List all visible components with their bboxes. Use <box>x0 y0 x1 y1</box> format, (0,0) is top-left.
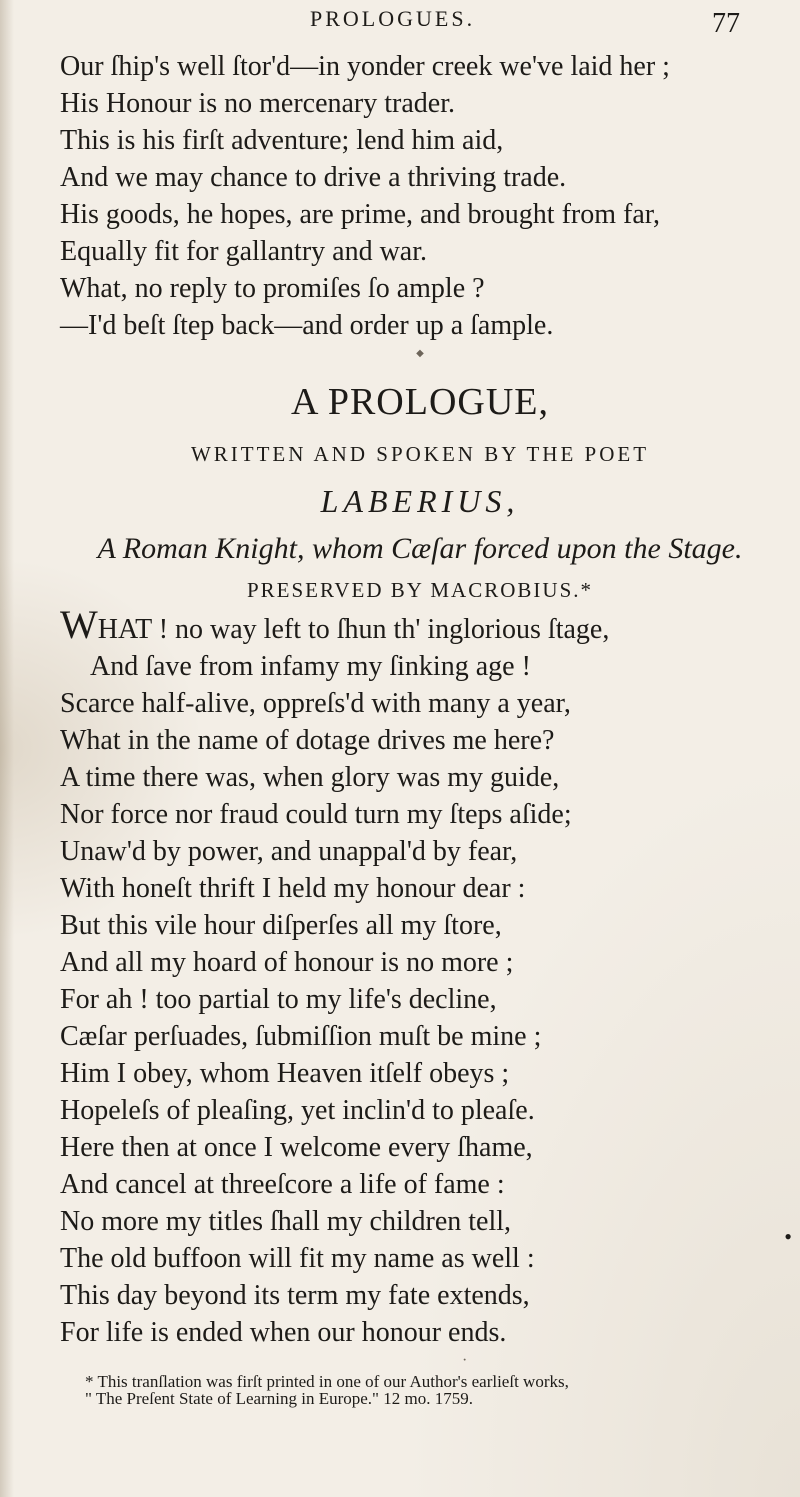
verse-line: No more my titles ſhall my children tell, <box>60 1206 512 1237</box>
verse-line: Scarce half-alive, oppreſs'd with many a year, <box>60 688 571 719</box>
laberius-poem <box>60 602 780 1351</box>
verse-line: Him I obey, whom Heaven itſelf obeys ; <box>60 1058 510 1089</box>
author-name: LABERIUS, <box>320 483 520 519</box>
verse-line: But this vile hour diſperſes all my ſtore, <box>60 910 502 941</box>
footnote-line: * This tranſlation was firſt printed in one of our Author's earlieſt works, <box>85 1372 569 1391</box>
verse-line: And all my hoard of honour is no more ; <box>60 947 514 978</box>
verse-line: Unaw'd by power, and unappal'd by fear, <box>60 836 518 867</box>
verse-line: His Honour is no mercenary trader. <box>60 88 455 119</box>
binding-shadow <box>0 0 14 1497</box>
verse-line: This is his firſt adventure; lend him aid, <box>60 125 504 156</box>
page-speck: · <box>462 1352 468 1369</box>
verse-line: What in the name of dotage drives me here? <box>60 725 555 756</box>
prologue-ending <box>60 48 780 344</box>
verse-line: A time there was, when glory was my guide, <box>60 762 560 793</box>
prologue-subtitle: WRITTEN AND SPOKEN BY THE POET <box>190 442 650 466</box>
verse-line: —I'd beſt ſtep back—and order up a ſample. <box>60 310 554 341</box>
verse-line: With honeſt thrift I held my honour dear : <box>60 873 526 904</box>
verse-line: Here then at once I welcome every ſhame, <box>60 1132 533 1163</box>
verse-line: Nor force nor fraud could turn my ſteps aſide; <box>60 799 572 830</box>
verse-line <box>60 602 780 648</box>
verse-line: The old buffoon will fit my name as well : <box>60 1243 535 1274</box>
verse-line: For ah ! too partial to my life's decline, <box>60 984 497 1015</box>
prologue-title: A PROLOGUE, <box>290 381 550 423</box>
page-header <box>60 0 780 48</box>
author-description: A Roman Knight, whom Cæſar forced upon the Stage. <box>97 532 743 565</box>
verse-line: And we may chance to drive a thriving trade. <box>60 162 567 193</box>
verse-line: Our ſhip's well ſtor'd—in yonder creek we've laid her ; <box>60 51 670 82</box>
page-number: 77 <box>712 8 740 39</box>
preserved-by: PRESERVED BY MACROBIUS.* <box>246 578 593 602</box>
verse-line: What, no reply to promiſes ſo ample ? <box>60 273 485 304</box>
verse-line: This day beyond its term my fate extends, <box>60 1280 530 1311</box>
verse-line: For life is ended when our honour ends. <box>60 1317 507 1348</box>
footnote-line: " The Preſent State of Learning in Europe." 12 mo. 1759. <box>85 1389 473 1408</box>
verse-line: And cancel at threeſcore a life of fame : <box>60 1169 505 1200</box>
verse-line: His goods, he hopes, are prime, and brought from far, <box>60 199 660 230</box>
initial-letter: W <box>60 602 98 647</box>
running-head: PROLOGUES. <box>310 6 476 31</box>
verse-line: Hopeleſs of pleaſing, yet inclin'd to pleaſe. <box>60 1095 535 1126</box>
verse-line: Equally fit for gallantry and war. <box>60 236 427 267</box>
footnote-marker: • <box>784 1224 792 1249</box>
verse-line: And ſave from infamy my ſinking age ! <box>90 651 531 682</box>
first-line-text: HAT ! no way left to ſhun th' inglorious ſtage, <box>97 614 610 645</box>
footnote <box>60 1373 780 1407</box>
section-ornament: ◆ <box>416 348 424 359</box>
verse-line: Cæſar perſuades, ſubmiſſion muſt be mine ; <box>60 1021 542 1052</box>
